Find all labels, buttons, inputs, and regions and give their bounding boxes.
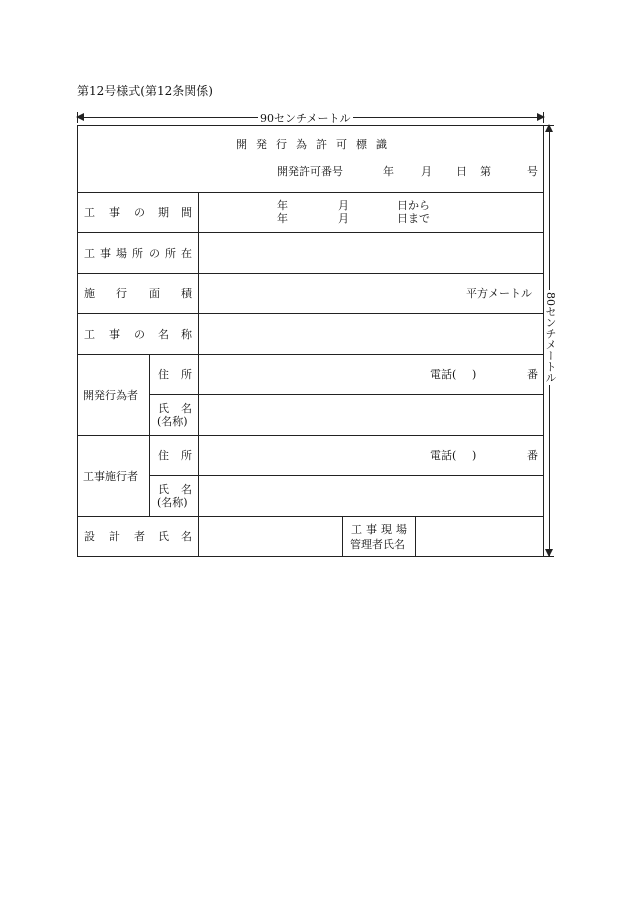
row-label-char: 面 [149,287,160,300]
row-label-char: 行 [116,287,127,300]
phone-close-paren: ) [472,368,477,381]
end-month-label: 月 [338,212,349,225]
phone-label: 電話( [430,368,457,381]
sign-title-char: 行 [276,138,287,151]
table-rule [149,394,544,395]
row-label-char: の [134,328,145,341]
address-label-char: 所 [181,368,192,381]
row-label-char: の [134,206,145,219]
row-label-char: 積 [181,287,192,300]
row-label-char: 所 [132,247,143,260]
contractor-label: 工事施行者 [83,470,138,483]
row-label-char: 場 [116,247,127,260]
row-label-char: 称 [181,328,192,341]
table-rule [149,475,544,476]
arrow-down-icon [545,549,553,557]
end-day-label: 日まで [397,212,430,225]
name-label-char: 名 [181,483,192,496]
table-rule [77,192,544,193]
row-label-char: 名 [158,328,169,341]
sign-title-char: 発 [256,138,267,151]
table-border-right [543,125,544,557]
name-label-char: 氏 [158,483,169,496]
start-day-label: 日から [397,199,430,212]
table-rule [77,516,544,517]
row-label-char: 期 [158,206,169,219]
arrow-left-icon [76,113,84,121]
arrow-right-icon [537,113,545,121]
table-border-left [77,125,78,557]
start-year-label: 年 [277,199,288,212]
address-label-char: 所 [181,449,192,462]
sign-title-char: 標 [356,138,367,151]
row-label-char: 工 [84,247,95,260]
manager-label-char: 場 [396,523,407,536]
row-label-char: 計 [109,530,120,543]
row-label-char: 在 [181,247,192,260]
width-dimension-label: 90センチメートル [260,112,351,125]
row-label-char: 者 [134,530,145,543]
address-label-char: 住 [158,368,169,381]
table-rule [77,435,544,436]
height-dimension-label: 80センチメートル [544,292,557,383]
permit-go-label: 号 [527,165,538,178]
sign-title-char: 可 [336,138,347,151]
name-label-char: 氏 [158,402,169,415]
row-label-char: 間 [181,206,192,219]
phone-close-paren: ) [472,449,477,462]
form-title: 第12号様式(第12条関係) [77,84,213,98]
row-label-char: 工 [84,328,95,341]
table-column-rule [415,516,416,557]
end-year-label: 年 [277,212,288,225]
table-border-top [77,125,544,126]
address-label-char: 住 [158,449,169,462]
arrow-up-icon [545,124,553,132]
permit-dai-label: 第 [480,165,491,178]
developer-label: 開発行為者 [83,389,138,402]
manager-label-line2: 管理者氏名 [350,538,405,551]
permit-number-label: 開発許可番号 [277,165,343,178]
phone-label: 電話( [430,449,457,462]
sign-title-char: 為 [296,138,307,151]
row-label-char: 事 [109,328,120,341]
permit-year-label: 年 [383,165,394,178]
area-unit-label: 平方メートル [466,287,532,300]
name-label-char: 名 [181,402,192,415]
manager-label-char: 工 [351,523,362,536]
row-label-char: 名 [181,530,192,543]
manager-label-char: 現 [381,523,392,536]
row-label-char: 工 [84,206,95,219]
permit-month-label: 月 [421,165,432,178]
row-label-char: 施 [84,287,95,300]
manager-label-char: 事 [366,523,377,536]
sign-title-char: 許 [316,138,327,151]
table-column-rule [149,354,150,516]
phone-suffix-label: 番 [527,368,538,381]
row-label-char: 所 [165,247,176,260]
row-label-char: 事 [100,247,111,260]
row-label-char: の [149,247,160,260]
table-rule [77,273,544,274]
sign-title-char: 識 [376,138,387,151]
table-column-rule [198,192,199,557]
name-sub-label: (名称) [157,415,188,428]
sign-title-char: 開 [236,138,247,151]
table-rule [77,232,544,233]
table-rule [77,354,544,355]
row-label-char: 氏 [158,530,169,543]
row-label-char: 設 [84,530,95,543]
phone-suffix-label: 番 [527,449,538,462]
table-column-rule [342,516,343,557]
start-month-label: 月 [338,199,349,212]
row-label-char: 事 [109,206,120,219]
table-border-bottom [77,556,544,557]
name-sub-label: (名称) [157,496,188,509]
permit-day-label: 日 [456,165,467,178]
table-rule [77,313,544,314]
